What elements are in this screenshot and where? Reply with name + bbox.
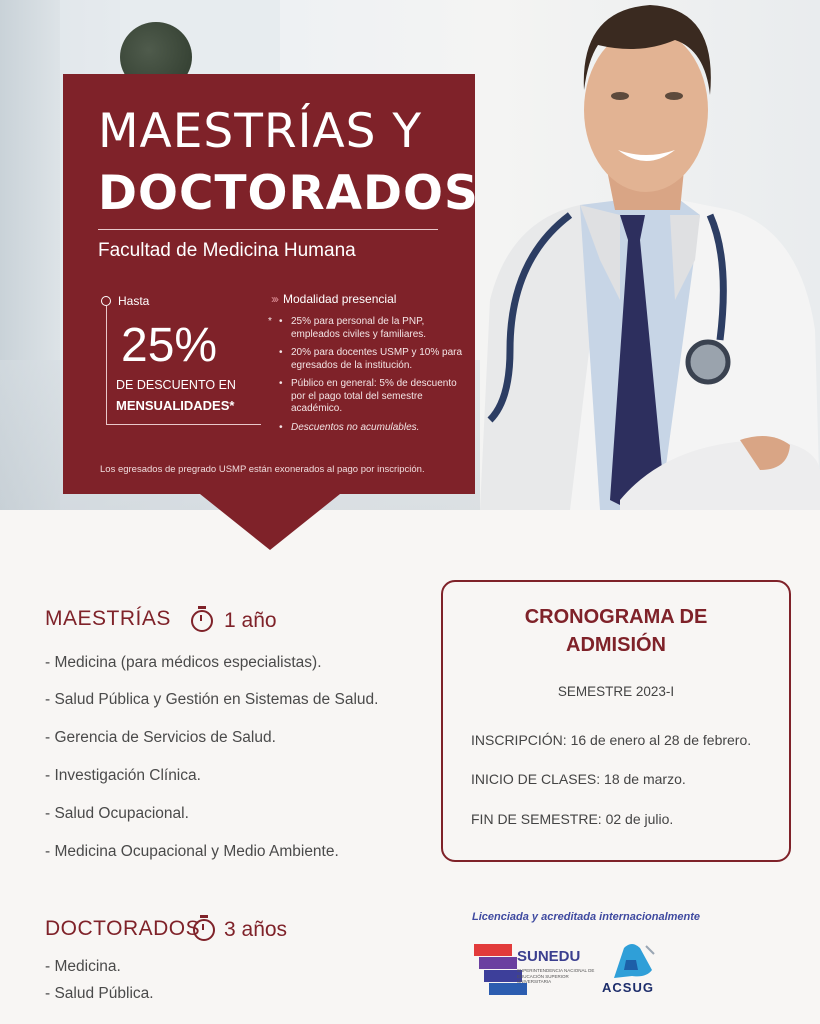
schedule-row: INSCRIPCIÓN: 16 de enero al 28 de febrero. xyxy=(471,732,752,748)
semester-label: SEMESTRE 2023-I xyxy=(557,684,675,699)
title-divider xyxy=(98,229,438,230)
acsug-name: ACSUG xyxy=(602,980,654,995)
discount-prefix: Hasta xyxy=(118,294,150,308)
doctorados-duration: 3 años xyxy=(224,918,288,941)
schedule-row: FIN DE SEMESTRE: 02 de julio. xyxy=(471,811,674,827)
bullet-icon: • xyxy=(279,378,283,389)
list-item: - Gerencia de Servicios de Salud. xyxy=(45,729,276,746)
discount-divider-horizontal xyxy=(106,424,261,425)
bullet-icon: • xyxy=(279,316,283,327)
maestrias-duration: 1 año xyxy=(224,609,277,632)
sunedu-logo-bar xyxy=(479,957,517,969)
accreditation-label: Licenciada y acreditada internacionalmente xyxy=(472,911,701,923)
maestrias-title: MAESTRÍAS xyxy=(45,607,171,630)
list-item: - Salud Pública. xyxy=(45,985,154,1002)
schedule-title-line1: CRONOGRAMA DE xyxy=(524,606,708,628)
sunedu-name: SUNEDU xyxy=(517,948,581,965)
stopwatch-icon xyxy=(193,919,215,941)
admission-schedule-box xyxy=(441,580,791,862)
asterisk-icon: * xyxy=(268,316,272,327)
modality-list xyxy=(268,316,471,434)
chevrons-right-icon: ››› xyxy=(271,292,277,306)
acsug-mark-icon xyxy=(602,940,662,982)
discount-asterisk: * xyxy=(229,398,235,413)
list-item xyxy=(271,347,471,372)
list-item-text: Público en general: 5% de descuento por el pago total del semestre académico. xyxy=(291,378,457,414)
bullet-icon: • xyxy=(279,347,283,358)
list-item: - Medicina. xyxy=(45,958,121,975)
list-item: - Investigación Clínica. xyxy=(45,767,201,784)
modality-title-text: Modalidad presencial xyxy=(283,292,397,306)
sunedu-logo xyxy=(474,944,594,999)
stopwatch-icon xyxy=(191,610,213,632)
list-item-text: 25% para personal de la PNP, empleados civiles y familiares. xyxy=(291,316,427,340)
discount-line2-text: MENSUALIDADES xyxy=(116,398,230,413)
list-item xyxy=(268,316,471,341)
page-title-line1: MAESTRÍAS Y xyxy=(98,104,423,159)
acsug-logo xyxy=(602,940,682,1000)
doctorados-title: DOCTORADOS xyxy=(45,917,201,940)
page-title-line2: DOCTORADOS xyxy=(98,166,479,221)
sunedu-subtitle: SUPERINTENDENCIA NACIONAL DE EDUCACIÓN SUPERIOR UNIVERSITARIA xyxy=(517,968,595,984)
schedule-title-line2: ADMISIÓN xyxy=(566,634,666,656)
list-item: - Salud Pública y Gestión en Sistemas de Salud. xyxy=(45,691,379,708)
discount-percent: 25% xyxy=(121,319,218,372)
list-item xyxy=(271,378,471,416)
promo-card xyxy=(63,74,479,494)
schedule-row: INICIO DE CLASES: 18 de marzo. xyxy=(471,771,686,787)
bullet-icon: • xyxy=(279,421,283,433)
card-pointer xyxy=(200,494,340,550)
list-item-text: 20% para docentes USMP y 10% para egresados de la institución. xyxy=(291,347,463,371)
modality-block xyxy=(268,292,471,440)
sunedu-logo-bar xyxy=(489,983,527,995)
list-item: - Salud Ocupacional. xyxy=(45,805,189,822)
list-item xyxy=(271,422,471,435)
modality-title xyxy=(271,292,471,306)
doctor-photo xyxy=(470,0,820,510)
card-footnote: Los egresados de pregrado USMP están exonerados al pago por inscripción. xyxy=(100,464,425,475)
discount-divider-vertical xyxy=(106,306,107,424)
sunedu-logo-bar xyxy=(474,944,512,956)
list-item: - Medicina (para médicos especialistas). xyxy=(45,654,322,671)
discount-block xyxy=(101,296,261,428)
discount-line2 xyxy=(116,398,234,413)
faculty-subtitle: Facultad de Medicina Humana xyxy=(98,240,356,261)
discount-line1: DE DESCUENTO EN xyxy=(116,378,236,392)
list-item-text: Descuentos no acumulables. xyxy=(291,421,420,433)
list-item: - Medicina Ocupacional y Medio Ambiente. xyxy=(45,843,339,860)
circle-bullet-icon xyxy=(101,296,111,306)
